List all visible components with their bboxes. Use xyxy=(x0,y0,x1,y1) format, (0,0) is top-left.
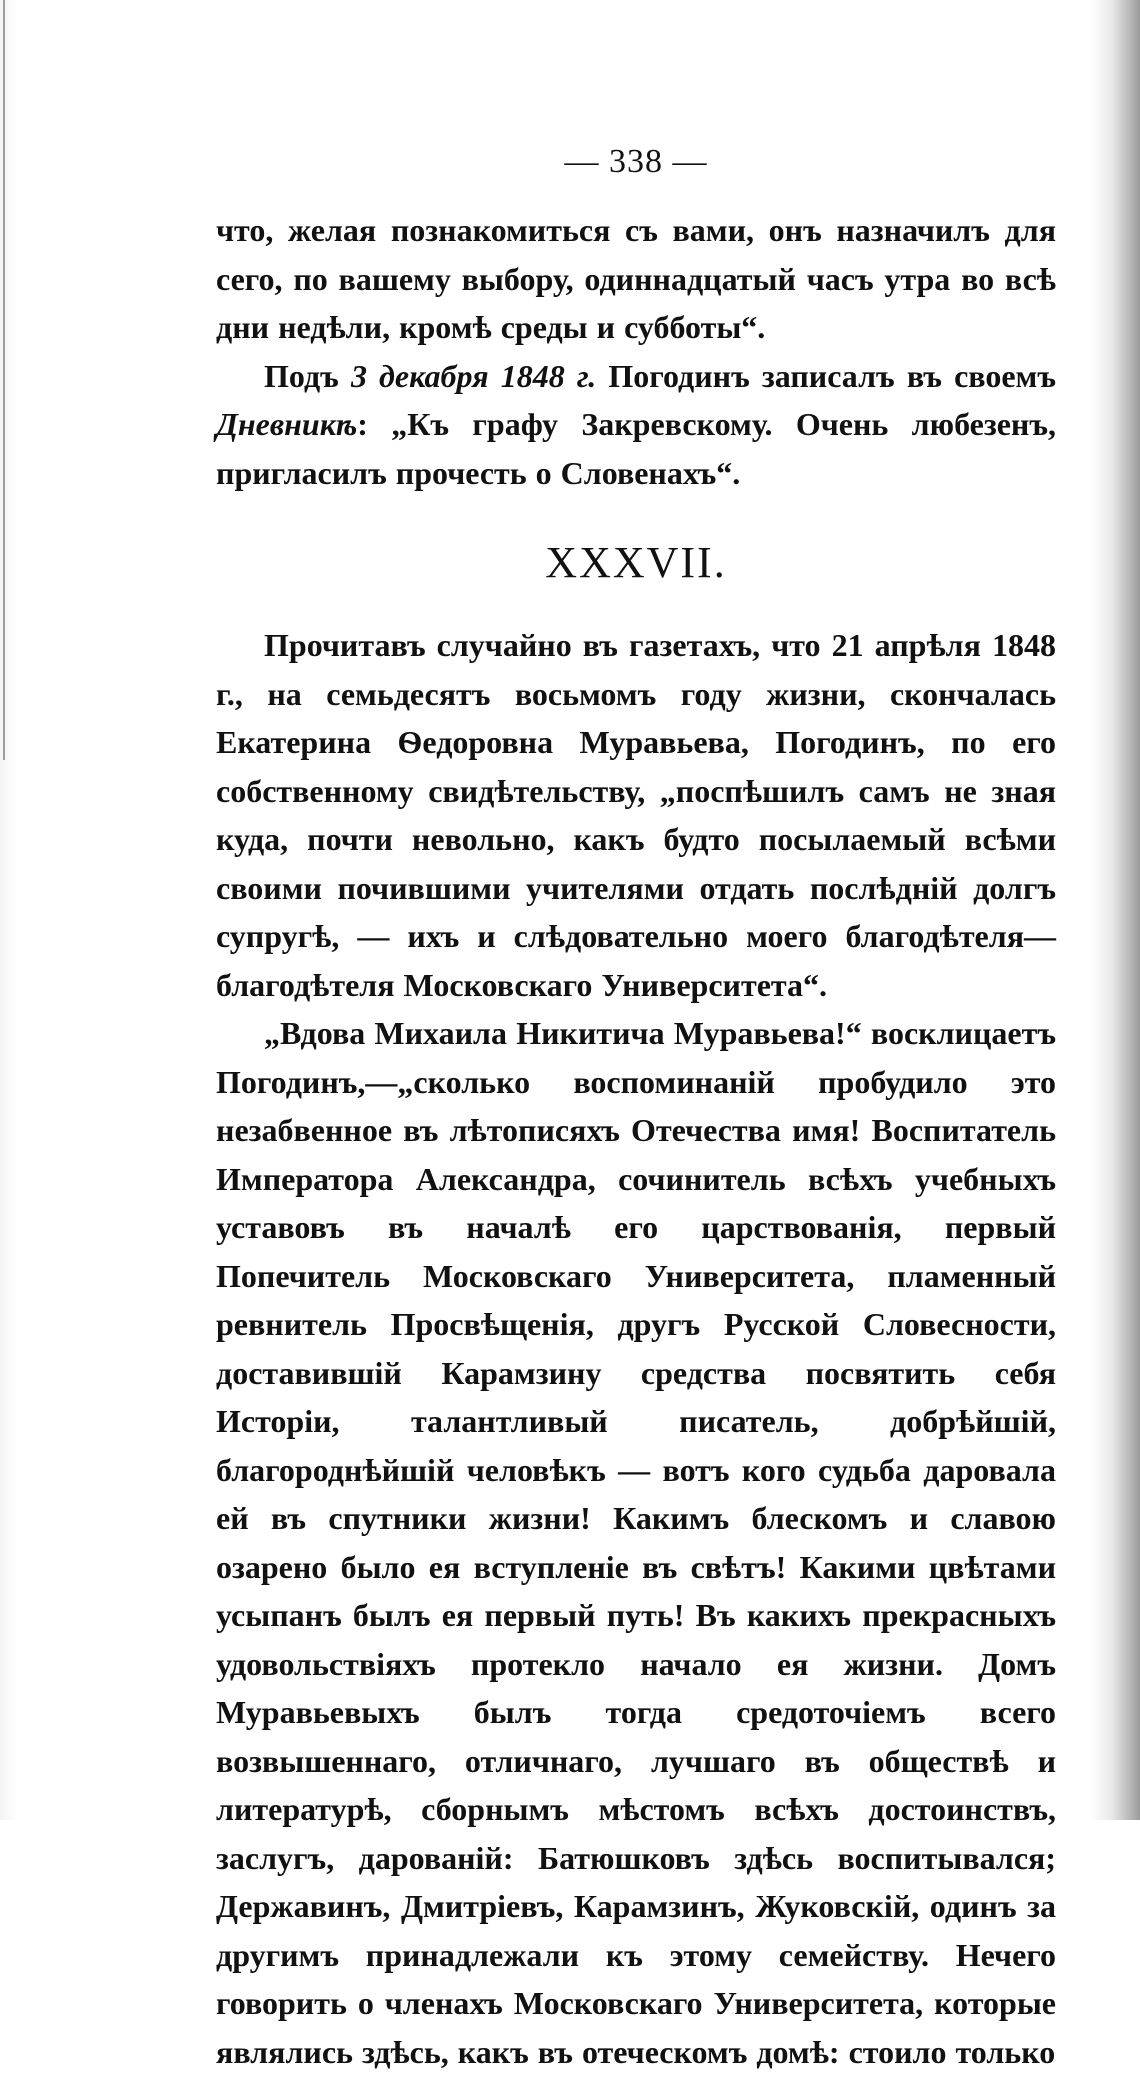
section-heading: XXXVII. xyxy=(545,538,727,587)
paragraph-muravieva-death: Прочитавъ случайно въ газетахъ, что 21 апрѣля 1848 г., на семьдесятъ восьмомъ году жизни, скончалась Екатерина Ѳедоровна Муравьева, Погодинъ, по его собственному свидѣтельству, „поспѣшилъ самъ не зная куда, почти невольно, какъ будто посылаемый всѣми своими почившими учителями отдать послѣдній долгъ супругѣ, — ихъ и слѣдовательно моего благодѣтеля—благодѣтеля Московскаго Университета“. xyxy=(216,627,1056,1003)
diary-date: 3 декабря 1848 г. xyxy=(350,357,597,394)
paragraph-pogodin-exclamation: „Вдова Михаила Никитича Муравьева!“ восклицаетъ Погодинъ,—„сколько воспоминаній пробудило это незабвенное въ лѣтописяхъ Отечества имя! Воспитатель Императора Александра, сочинитель всѣхъ учебныхъ уставовъ въ началѣ его царствованія, первый Попечитель Московскаго Университета, пламенный ревнитель Просвѣщенія, другъ Русской Словесности, доставившій Карамзину средства посвятить себя Исторіи, талантливый писатель, добрѣйшій, благороднѣйшій человѣкъ — вотъ кого судьба даровала ей въ спутники жизни! Какимъ блескомъ и славою озарено было ея вступленіе въ свѣтъ! Какими цвѣтами усыпанъ былъ ея первый путь! Въ какихъ прекрасныхъ удовольствіяхъ протекло начало ея жизни. Домъ Муравьевыхъ былъ тогда средоточіемъ всего возвышеннаго, отличнаго, лучшаго въ обществѣ и литературѣ, сборнымъ мѣстомъ всѣхъ достоинствъ, заслугъ, дарованій: Батюшковъ здѣсь воспитывался; Державинъ, Дмитріевъ, Карамзинъ, Жуковскій, одинъ за другимъ принадлежали къ этому семейству. Нечего говорить о членахъ Московскаго Университета, которые являлись здѣсь, какъ въ отеческомъ домѣ: стоило только xyxy=(216,1015,1056,2070)
diary-middle: Погодинъ записалъ въ своемъ xyxy=(596,357,1057,394)
page-text xyxy=(216,140,1056,2076)
page-number: — 338 — xyxy=(564,143,708,180)
diary-suffix: : „Къ графу Закревскому. Очень любезенъ, пригласилъ прочесть о Словенахъ“. xyxy=(216,406,1056,491)
paragraph-diary-entry xyxy=(216,352,1056,498)
diary-prefix: Подъ xyxy=(264,357,351,394)
diary-title: Дневникѣ xyxy=(216,406,358,442)
paragraph-continuation: что, желая познакомиться съ вами, онъ назначилъ для сего, по вашему выбору, одиннадцатый часъ утра во всѣ дни недѣли, кромѣ среды и субботы“. xyxy=(216,212,1056,345)
scan-edge-line xyxy=(3,0,5,760)
